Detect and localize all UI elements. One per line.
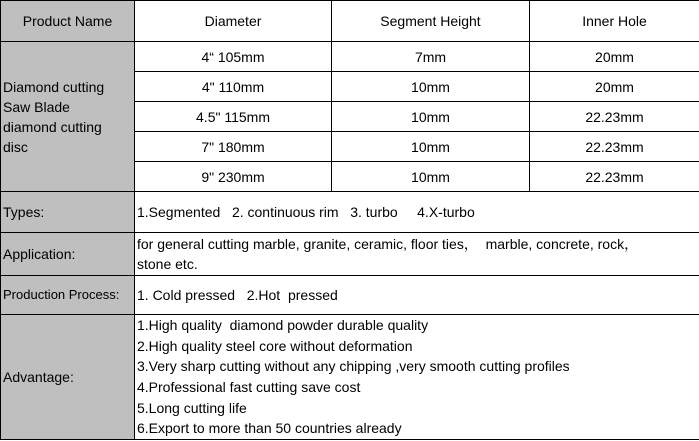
- inner-hole-cell: 22.23mm: [530, 162, 699, 192]
- application-label: Application:: [1, 233, 135, 276]
- advantage-line: 2.High quality steel core without deformation: [137, 337, 413, 354]
- application-line: for general cutting marble, granite, ceramic, floor ties， marble, concrete, rock，: [137, 236, 639, 252]
- diameter-cell: 4“ 105mm: [135, 42, 332, 72]
- advantage-line: 6.Export to more than 50 countries already: [137, 420, 402, 437]
- advantage-value: [135, 315, 699, 440]
- advantage-line: 1.High quality diamond powder durable quality: [137, 317, 429, 334]
- inner-hole-cell: 22.23mm: [530, 102, 699, 132]
- types-label: Types:: [1, 192, 135, 233]
- diameter-cell: 4" 110mm: [135, 72, 332, 102]
- header-inner-hole: Inner Hole: [530, 1, 699, 42]
- production-process-value: 1. Cold pressed 2.Hot pressed: [135, 276, 699, 315]
- application-row: [1, 233, 699, 276]
- diameter-cell: 9" 230mm: [135, 162, 332, 192]
- segment-height-cell: 7mm: [332, 42, 530, 72]
- production-process-label: Production Process:: [1, 276, 135, 315]
- application-value: [135, 233, 699, 276]
- segment-height-cell: 10mm: [332, 102, 530, 132]
- header-row: [1, 1, 699, 42]
- advantage-label: Advantage:: [1, 315, 135, 440]
- header-diameter: Diameter: [135, 1, 332, 42]
- inner-hole-cell: 22.23mm: [530, 132, 699, 162]
- inner-hole-cell: 20mm: [530, 72, 699, 102]
- product-name-cell: [1, 42, 135, 192]
- production-process-row: [1, 276, 699, 315]
- product-name-line: Saw Blade: [3, 98, 70, 115]
- diameter-cell: 7" 180mm: [135, 132, 332, 162]
- segment-height-cell: 10mm: [332, 162, 530, 192]
- header-product-name: Product Name: [1, 1, 135, 42]
- diameter-cell: 4.5" 115mm: [135, 102, 332, 132]
- application-line: stone etc.: [137, 256, 198, 272]
- segment-height-cell: 10mm: [332, 132, 530, 162]
- types-value: 1.Segmented 2. continuous rim 3. turbo 4.X-turbo: [135, 192, 699, 233]
- advantage-line: 3.Very sharp cutting without any chipping ,very smooth cutting profiles: [137, 358, 570, 375]
- segment-height-cell: 10mm: [332, 72, 530, 102]
- header-segment-height: Segment Height: [332, 1, 530, 42]
- advantage-line: 4.Professional fast cutting save cost: [137, 379, 361, 395]
- types-row: [1, 192, 699, 233]
- product-name-line: disc: [3, 138, 28, 155]
- product-name-line: diamond cutting: [3, 118, 102, 135]
- spec-row: [1, 42, 699, 72]
- inner-hole-cell: 20mm: [530, 42, 699, 72]
- advantage-line: 5.Long cutting life: [137, 399, 247, 416]
- advantage-row: [1, 315, 699, 440]
- product-name-line: Diamond cutting: [3, 78, 105, 95]
